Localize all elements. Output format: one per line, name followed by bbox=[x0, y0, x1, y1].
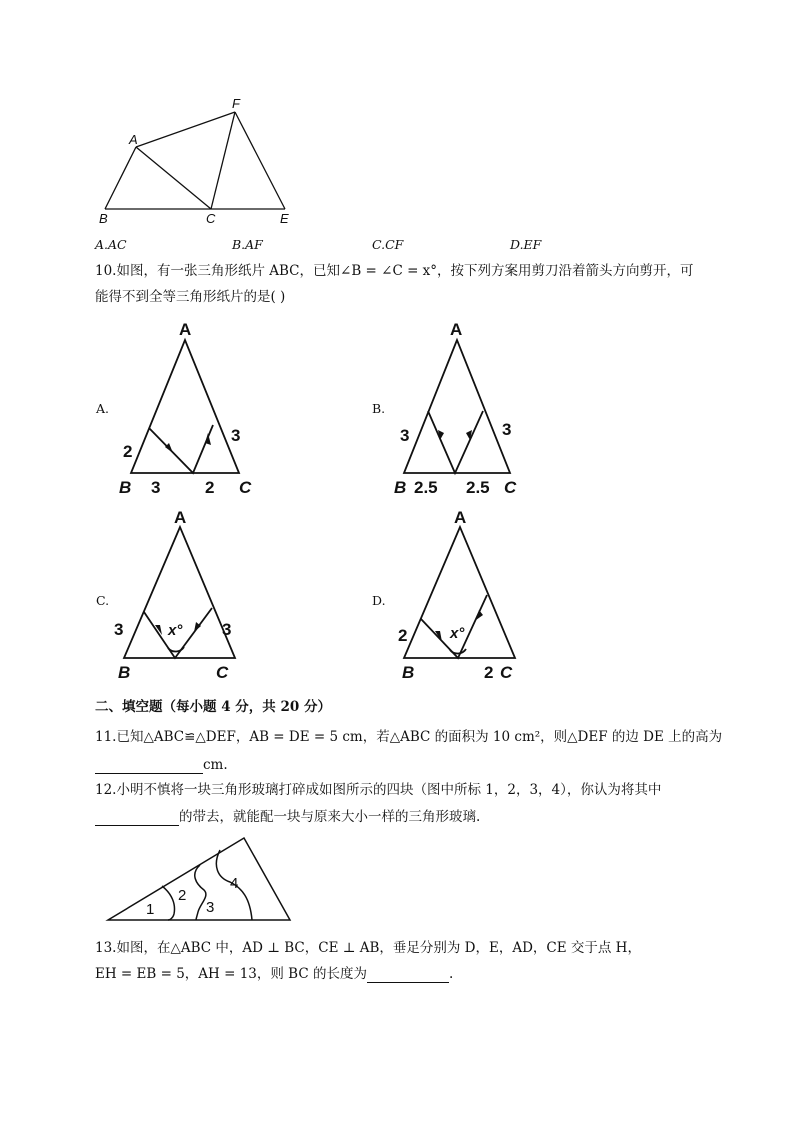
q10-option-d-letter[interactable]: D. bbox=[372, 593, 386, 608]
label-angle: x° bbox=[450, 625, 465, 642]
label-side-right: 3 bbox=[231, 426, 241, 445]
label-side-left: 3 bbox=[400, 426, 410, 445]
label-base-left: 2.5 bbox=[414, 478, 438, 497]
label-c: C bbox=[504, 478, 517, 497]
segment-ac bbox=[136, 147, 211, 209]
label-c: C bbox=[239, 478, 252, 497]
q10-figure-b bbox=[390, 315, 530, 500]
q11-answer-line bbox=[95, 756, 228, 774]
label-a: A bbox=[174, 508, 187, 527]
q13-text-line1: 13.如图，在△ABC 中，AD ⊥ BC，CE ⊥ AB，垂足分别为 D，E，AD，CE 交于点 H， bbox=[95, 940, 641, 956]
label-a: A bbox=[454, 508, 467, 527]
label-base-right: 2 bbox=[484, 663, 494, 682]
label-b: B bbox=[402, 663, 415, 682]
q10-figure-c bbox=[110, 505, 255, 685]
label-base-right: 2 bbox=[205, 478, 215, 497]
q11-unit: cm. bbox=[203, 757, 228, 773]
q10-text-line2: 能得不到全等三角形纸片的是( ) bbox=[95, 289, 286, 305]
q10-figure-a bbox=[115, 315, 265, 500]
piece-2-label: 2 bbox=[178, 887, 187, 904]
q12-text-line1: 12.小明不慎将一块三角形玻璃打碎成如图所示的四块（图中所标 1，2，3，4），你认为将其中 bbox=[95, 782, 662, 798]
q9-option-d[interactable]: D.EF bbox=[510, 237, 542, 252]
q13-answer-blank[interactable] bbox=[367, 968, 449, 983]
q10-option-b-letter[interactable]: B. bbox=[372, 401, 386, 416]
figure-q9 bbox=[95, 92, 305, 227]
q13-end: . bbox=[448, 966, 454, 982]
q11-answer-blank[interactable] bbox=[95, 759, 203, 774]
crack-1 bbox=[162, 886, 175, 920]
q9-option-b[interactable]: B.AF bbox=[232, 237, 263, 252]
q12-answer-blank[interactable] bbox=[95, 811, 179, 826]
label-side-right: 3 bbox=[502, 420, 512, 439]
q9-option-c[interactable]: C.CF bbox=[372, 237, 404, 252]
label-base-left: 3 bbox=[151, 478, 161, 497]
label-a: A bbox=[450, 320, 463, 339]
label-a: A bbox=[179, 320, 192, 339]
label-b: B bbox=[394, 478, 407, 497]
segment-cf bbox=[211, 112, 235, 209]
q10-option-a-letter[interactable]: A. bbox=[96, 401, 110, 416]
label-side-left: 3 bbox=[114, 620, 124, 639]
q13-answer-line bbox=[95, 965, 453, 983]
q12-text-line2: 的带去，就能配一块与原来大小一样的三角形玻璃. bbox=[179, 809, 481, 825]
q10-figure-d bbox=[390, 505, 535, 685]
label-c: C bbox=[206, 211, 216, 226]
label-f: F bbox=[232, 96, 240, 111]
label-c: C bbox=[216, 663, 229, 682]
piece-3-label: 3 bbox=[206, 899, 215, 916]
label-side-left: 2 bbox=[398, 626, 408, 645]
figure-q12-glass bbox=[100, 832, 300, 932]
label-b: B bbox=[118, 663, 131, 682]
label-a: A bbox=[129, 132, 138, 147]
piece-1-label: 1 bbox=[146, 901, 155, 918]
label-base-right: 2.5 bbox=[466, 478, 490, 497]
q10-option-c-letter[interactable]: C. bbox=[96, 593, 110, 608]
label-side-left: 2 bbox=[123, 442, 133, 461]
segment-ef bbox=[235, 112, 285, 209]
segment-ab bbox=[105, 147, 136, 209]
label-e: E bbox=[280, 211, 289, 226]
label-side-right: 3 bbox=[222, 620, 232, 639]
label-b: B bbox=[99, 211, 108, 226]
q13-text-line2: EH = EB = 5，AH = 13，则 BC 的长度为 bbox=[95, 966, 367, 982]
segment-af bbox=[136, 112, 235, 147]
q9-option-a[interactable]: A.AC bbox=[95, 237, 127, 252]
label-c: C bbox=[500, 663, 513, 682]
crack-2 bbox=[195, 865, 206, 920]
section-heading: 二、填空题（每小题 4 分，共 20 分） bbox=[95, 699, 331, 715]
q12-answer-line bbox=[95, 808, 480, 826]
label-b: B bbox=[119, 478, 132, 497]
q10-text-line1: 10.如图，有一张三角形纸片 ABC，已知∠B = ∠C = x°，按下列方案用剪刀沿着箭头方向剪开，可 bbox=[95, 263, 694, 279]
label-angle: x° bbox=[168, 622, 183, 639]
piece-4-label: 4 bbox=[230, 875, 239, 892]
q11-text-line1: 11.已知△ABC≌△DEF，AB = DE = 5 cm，若△ABC 的面积为 10 cm²，则△DEF 的边 DE 上的高为 bbox=[95, 729, 723, 745]
